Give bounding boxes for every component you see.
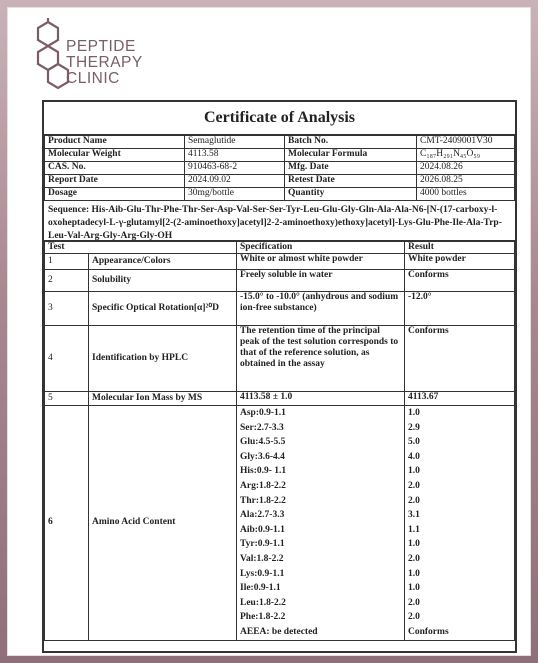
brand-name [66,39,143,87]
amino-spec: Val:1.8-2.2 [240,553,284,564]
test-result: Conforms [405,326,515,392]
test-name: Molecular Ion Mass by MS [89,392,237,406]
test-number: 6 [45,406,89,641]
amino-spec: Aib:0.9-1.1 [240,524,285,535]
info-label: Retest Date [285,175,417,188]
test-name: Amino Acid Content [89,406,237,641]
amino-spec-list [237,406,405,641]
test-name: Solubility [89,270,237,292]
info-label: Quantity [285,188,417,201]
test-number: 2 [45,270,89,292]
header-result: Result [405,242,515,254]
amino-result-list [405,406,515,641]
brand-line-2: THERAPY [66,54,143,71]
test-result: Conforms [405,270,515,292]
header-specification: Specification [237,242,405,254]
test-results-table [44,241,515,641]
info-value: 2024.08.26 [417,162,515,175]
amino-result: 1.0 [408,539,420,550]
test-result: -12.0° [405,292,515,326]
amino-result: 2.9 [408,422,420,433]
document-card [7,7,531,656]
amino-spec: Tyr:0.9-1.1 [240,539,285,550]
test-number: 5 [45,392,89,406]
test-row [45,292,515,326]
amino-result: 1.0 [408,568,420,579]
sequence-text: Sequence: His-Aib-Glu-Thr-Phe-Thr-Ser-Asp-Val-Ser-Ser-Tyr-Leu-Glu-Gly-Gln-Ala-Ala-N6-[N-(17-carboxy-l-oxoheptadecyl-L-γ-glutamyl[2-(2-aminoethoxy]acetyl]2-2-aminoethoxy)ethoxy]acetyl]-Lys-Glu-Phe-Ile-Ala-Trp-Leu-Val-Arg-Gly-Arg-Gly-OH [44,201,515,241]
test-name: Specific Optical Rotation[α]²⁰D [89,292,237,326]
test-spec: The retention time of the principal peak of the test solution corresponds to that of the reference solution, as obtained in the assay [237,326,405,392]
info-value: 2024.09.02 [185,175,285,188]
info-value: 910463-68-2 [185,162,285,175]
info-row [45,136,515,149]
amino-result: 2.0 [408,495,420,506]
amino-result: 1.1 [408,524,420,535]
info-value: CMT-2409001V30 [417,136,515,149]
test-row [45,392,515,406]
test-name: Identification by HPLC [89,326,237,392]
brand-line-3: CLINIC [66,70,120,87]
brand-line-1: PEPTIDE [66,38,136,55]
test-row [45,254,515,270]
info-label: Report Date [45,175,185,188]
amino-spec: Arg:1.8-2.2 [240,480,286,491]
info-value: 2026.08.25 [417,175,515,188]
test-number: 4 [45,326,89,392]
amino-spec: Leu:1.8-2.2 [240,597,286,608]
amino-result: 1.0 [408,583,420,594]
info-value: C₁₈₇H₂₉₁N₄₅O₅₉ [417,149,515,162]
amino-result: 4.0 [408,451,420,462]
info-value: 4000 bottles [417,188,515,201]
info-value: Semaglutide [185,136,285,149]
info-label: Product Name [45,136,185,149]
test-row [45,326,515,392]
amino-spec: Phe:1.8-2.2 [240,612,286,623]
test-spec: White or almost white powder [237,254,405,270]
info-value: 4113.58 [185,149,285,162]
amino-spec: Gly:3.6-4.4 [240,451,285,462]
amino-result: 2.0 [408,597,420,608]
test-number: 3 [45,292,89,326]
info-label: Dosage [45,188,185,201]
info-row [45,162,515,175]
amino-spec: Thr:1.8-2.2 [240,495,286,506]
amino-spec: Asp:0.9-1.1 [240,408,286,418]
amino-result: 1.0 [408,408,420,418]
info-row [45,149,515,162]
test-row-amino-acid [45,406,515,641]
amino-result: Conforms [408,626,449,637]
test-spec: Freely soluble in water [237,270,405,292]
test-result: White powder [405,254,515,270]
test-number: 1 [45,254,89,270]
test-result: 4113.67 [405,392,515,406]
info-label: Molecular Formula [285,149,417,162]
info-row [45,188,515,201]
amino-result: 2.0 [408,612,420,623]
amino-spec: Ser:2.7-3.3 [240,422,284,433]
info-label: CAS. No. [45,162,185,175]
certificate-of-analysis [42,100,517,653]
amino-result: 5.0 [408,437,420,448]
amino-spec: AEEA: be detected [240,626,318,637]
certificate-title: Certificate of Analysis [44,102,515,135]
test-row [45,270,515,292]
amino-result: 3.1 [408,510,420,521]
amino-result: 2.0 [408,553,420,564]
test-name: Appearance/Colors [89,254,237,270]
amino-spec: Ala:2.7-3.3 [240,510,285,521]
amino-spec: Ile:0.9-1.1 [240,583,281,594]
amino-result: 1.0 [408,466,420,477]
test-header-row [45,242,515,254]
info-label: Molecular Weight [45,149,185,162]
info-value: 30mg/bottle [185,188,285,201]
info-label: Batch No. [285,136,417,149]
amino-spec: Lys:0.9-1.1 [240,568,285,579]
test-spec: -15.0° to -10.0° (anhydrous and sodium ion-free substance) [237,292,405,326]
header-test: Test [45,242,237,254]
amino-spec: Glu:4.5-5.5 [240,437,286,448]
amino-result: 2.0 [408,480,420,491]
amino-spec: His:0.9- 1.1 [240,466,287,477]
product-info-table [44,135,515,201]
info-label: Mfg. Date [285,162,417,175]
info-row [45,175,515,188]
test-spec: 4113.58 ± 1.0 [237,392,405,406]
